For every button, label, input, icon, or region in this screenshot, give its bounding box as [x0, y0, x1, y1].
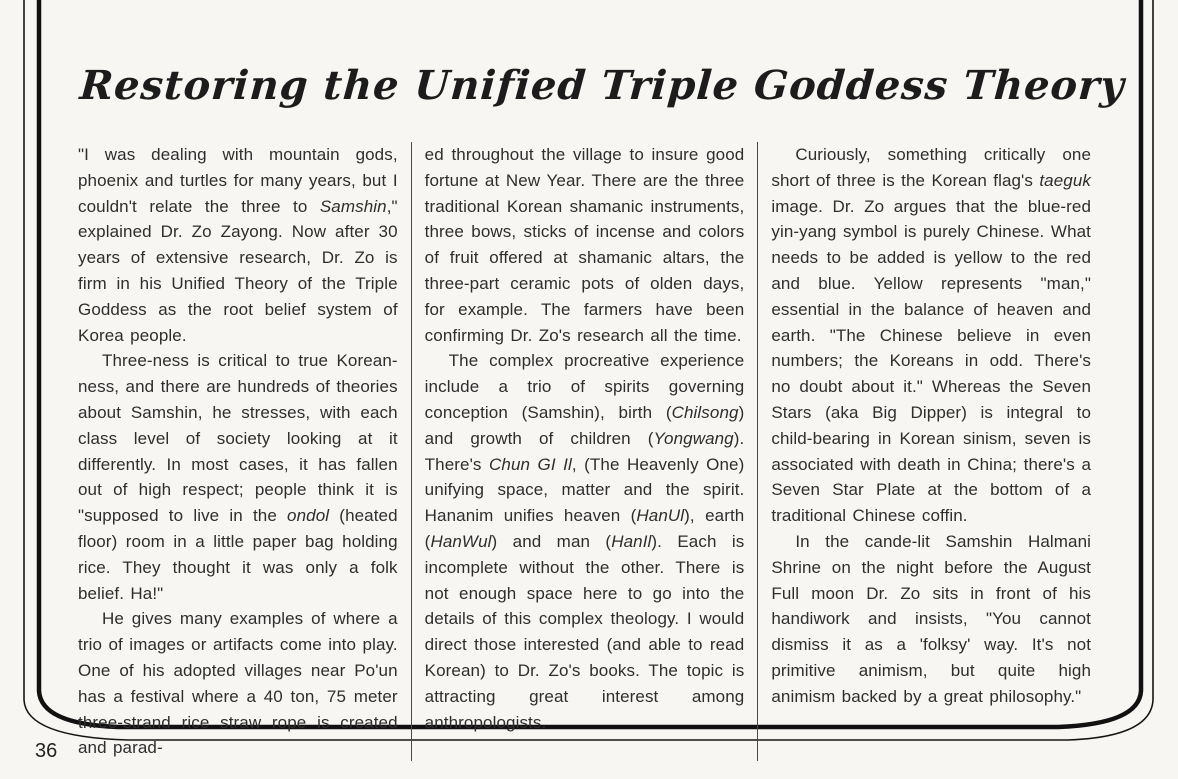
text-run: The complex procreative experience include a trio of spirits governing conception (Samshin), birth (	[424, 351, 745, 422]
text-run: He gives many examples of where a trio of images or artifacts come into play. One of his adopted villages near Po'un has a festival where a 40 ton, 75 meter three-strand rice straw rope is created and parad-	[78, 609, 398, 758]
italic-term: HanUl	[636, 506, 685, 526]
italic-term: HanWul	[430, 531, 492, 551]
paragraph	[78, 606, 398, 761]
paragraph	[425, 348, 745, 735]
text-run: ed throughout the village to insure good fortune at New Year. There are the three traditional Korean shamanic instruments, three bows, sticks of incense and colors of fruit offered at shamanic altars, the three-part ceramic pots of olden days, for example. The farmers have been confirming Dr. Zo's research all the time.	[424, 145, 745, 345]
text-run: Curiously, something critically one short of three is the Korean flag's	[771, 145, 1092, 190]
text-run: ). There's	[424, 428, 745, 474]
article-columns	[78, 142, 1091, 761]
paragraph	[78, 348, 398, 606]
paragraph	[425, 142, 745, 348]
text-run: ), earth (	[424, 506, 745, 551]
paragraph	[771, 529, 1091, 710]
text-run: In the cande-lit Samshin Halmani Shrine on the night before the August Full moon Dr. Zo sits in front of his handiwork and insists, "You cannot dismiss it as a 'folksy' way. It's not primitive animism, but quite high animism backed by a great philosophy."	[771, 531, 1092, 706]
text-run: ," explained Dr. Zo Zayong. Now after 30 years of extensive research, Dr. Zo is firm in his Unified Theory of the Triple Goddess as the root belief system of Korea people.	[78, 196, 398, 345]
column-divider	[411, 142, 412, 761]
italic-term: Chun GI Il	[489, 454, 572, 474]
page-number: 36	[35, 740, 58, 762]
italic-term: ondol	[287, 506, 330, 526]
text-run: image. Dr. Zo argues that the blue-red yin-yang symbol is purely Chinese. What needs to be added is yellow to the red and blue. Yellow represents "man," essential in the balance of heaven and earth. "The Chinese believe in even numbers; the Koreans in odd. There's no doubt about it." Whereas the Seven Stars (aka Big Dipper) is integral to child-bearing in Korean sinism, seven is associated with death in China; there's a Seven Star Plate at the bottom of a traditional Chinese coffin.	[771, 196, 1092, 526]
article-title: Restoring the Unified Triple Goddess Theory	[78, 62, 1127, 109]
text-column-2	[425, 142, 745, 761]
column-divider	[757, 142, 758, 761]
text-run: ) and growth of children (	[424, 402, 745, 448]
italic-term: Chilsong	[671, 402, 739, 422]
text-run: (heated floor) room in a little paper bag holding rice. They thought it was only a folk belief. Ha!"	[78, 506, 398, 603]
text-run: "I was dealing with mountain gods, phoenix and turtles for many years, but I couldn't relate the three to	[78, 145, 398, 216]
italic-term: Yongwang	[653, 428, 734, 448]
text-run: , (The Heavenly One) unifying space, matter and the spirit. Hananim unifies heaven (	[424, 454, 745, 526]
text-column-3	[771, 142, 1091, 761]
text-run: Three-ness is critical to true Korean-ness, and there are hundreds of theories about Samshin, he stresses, with each class level of society looking at it differently. In most cases, it has fallen out of high respect; people think it is "supposed to live in the	[78, 351, 398, 526]
italic-term: HanIl	[611, 531, 652, 551]
italic-term: taeguk	[1039, 170, 1092, 190]
paragraph	[771, 142, 1091, 529]
italic-term: Samshin	[319, 196, 387, 216]
text-run: ). Each is incomplete without the other. There is not enough space here to go into the details of this complex theology. I would direct those interested (and able to read Korean) to Dr. Zo's books. The topic is attracting great interest among anthropologists.	[424, 531, 745, 732]
text-run: ) and man (	[491, 531, 612, 551]
paragraph	[78, 142, 398, 348]
text-column-1	[78, 142, 398, 761]
